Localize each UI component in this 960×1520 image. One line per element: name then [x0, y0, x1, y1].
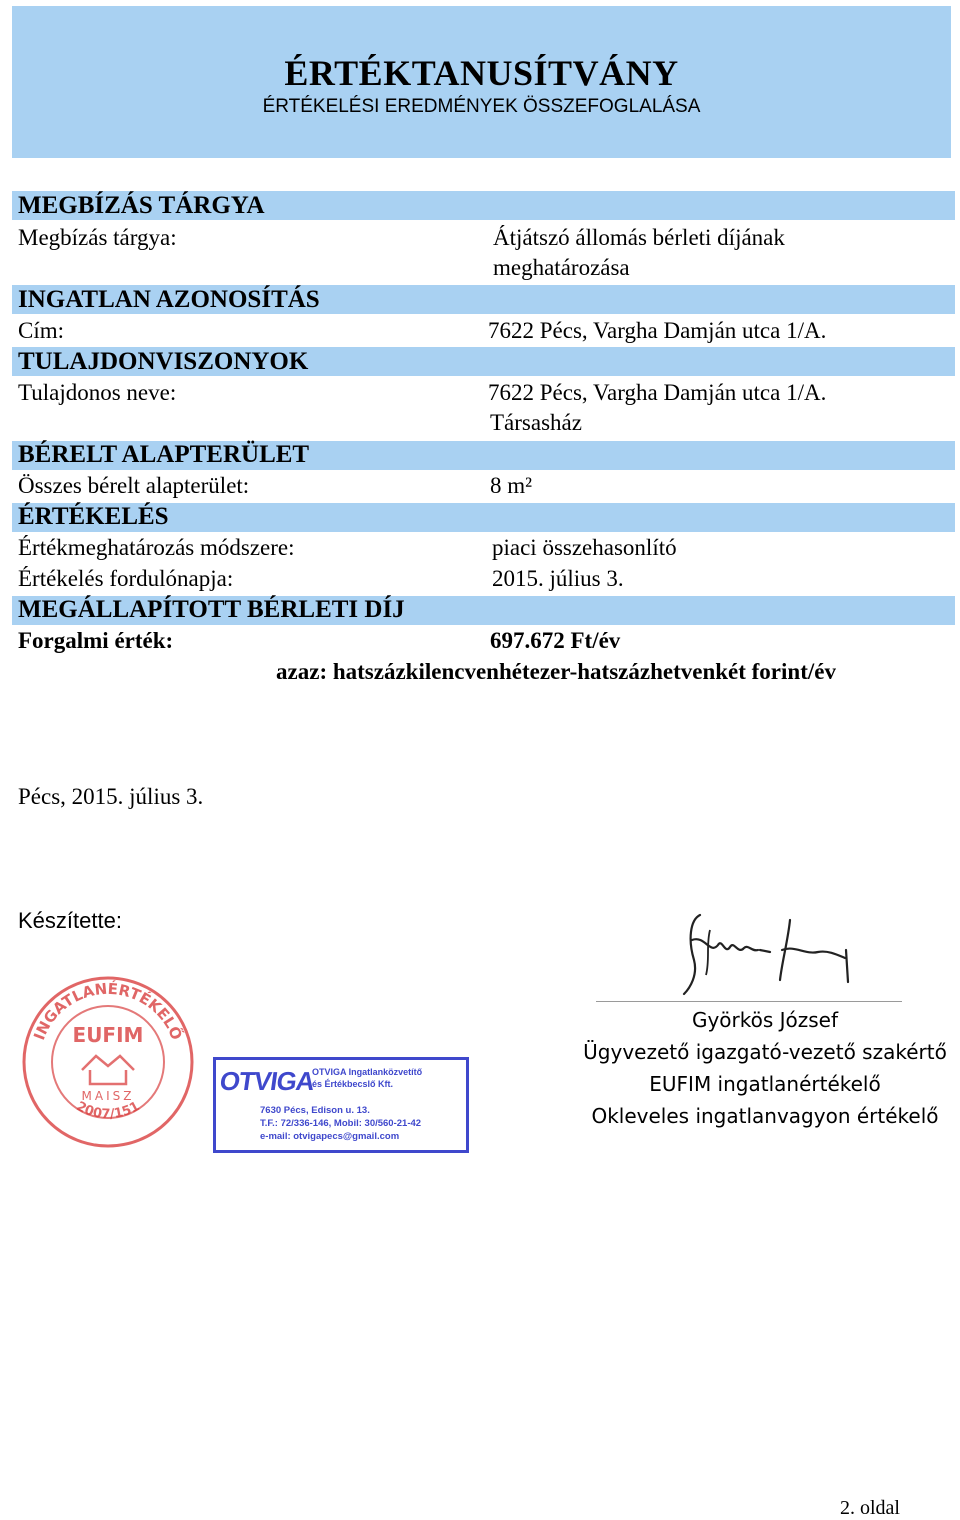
company-stamp-line5: e-mail: otvigapecs@gmail.com [260, 1131, 400, 1142]
company-stamp-line3: 7630 Pécs, Edison u. 13. [260, 1105, 370, 1116]
ingatlan-value: 7622 Pécs, Vargha Damján utca 1/A. [488, 318, 827, 343]
round-seal-top-text: INGATLANÉRTÉKELŐ [30, 979, 186, 1043]
signer-title1: Ügyvezető igazgató-vezető szakértő [583, 1040, 947, 1064]
tulajdon-value-line1: 7622 Pécs, Vargha Damján utca 1/A. [488, 380, 827, 405]
alapterulet-label: Összes bérelt alapterület: [18, 473, 250, 498]
section-heading-megbizas: MEGBÍZÁS TÁRGYA [18, 192, 265, 219]
section-heading-ingatlan: INGATLAN AZONOSÍTÁS [18, 286, 320, 313]
signer-title3: Okleveles ingatlanvagyon értékelő [591, 1104, 939, 1128]
round-seal-brand: EUFIM [72, 1023, 144, 1047]
megbizas-value-line1: Átjátszó állomás bérleti díjának [493, 225, 785, 250]
section-heading-tulajdon: TULAJDONVISZONYOK [18, 348, 309, 375]
company-stamp-line4: T.F.: 72/336-146, Mobil: 30/560-21-42 [260, 1118, 422, 1129]
company-stamp-line2: és Értékbecslő Kft. [312, 1079, 394, 1089]
signer-title2: EUFIM ingatlanértékelő [649, 1072, 881, 1096]
place-date: Pécs, 2015. július 3. [18, 784, 204, 809]
tulajdon-label: Tulajdonos neve: [18, 380, 177, 405]
section-heading-berleti-dij: MEGÁLLAPÍTOTT BÉRLETI DÍJ [18, 596, 405, 623]
signature-line [596, 1001, 902, 1002]
signer-name: Györkös József [691, 1008, 839, 1032]
round-seal-sub: MAISZ [81, 1089, 135, 1103]
page-number: 2. oldal [840, 1497, 900, 1519]
ingatlan-label: Cím: [18, 318, 65, 343]
document-subtitle: ÉRTÉKELÉSI EREDMÉNYEK ÖSSZEFOGLALÁSA [262, 96, 701, 117]
prepared-by-label: Készítette: [18, 908, 122, 933]
forgalmi-ertek-label: Forgalmi érték: [18, 628, 174, 653]
ertekeles-method-label: Értékmeghatározás módszere: [18, 535, 295, 560]
title-box [12, 6, 951, 158]
tulajdon-value-line2: Társasház [490, 410, 582, 435]
alapterulet-value: 8 m² [490, 473, 533, 498]
forgalmi-ertek-value: 697.672 Ft/év [490, 628, 621, 653]
handwritten-signature [670, 900, 860, 1000]
forgalmi-ertek-in-words: azaz: hatszázkilencvenhétezer-hatszázhetvenkét forint/év [276, 659, 836, 684]
section-heading-ertekeles: ÉRTÉKELÉS [18, 503, 169, 530]
company-stamp-text-top [312, 1066, 422, 1090]
company-stamp-line1: OTVIGA Ingatlanközvetítő [312, 1067, 423, 1077]
ertekeles-date-value: 2015. július 3. [492, 566, 624, 591]
company-stamp-logo: OTVIGA [217, 1066, 316, 1096]
section-heading-alapterulet: BÉRELT ALAPTERÜLET [18, 441, 310, 468]
megbizas-value-line2: meghatározása [493, 255, 630, 280]
company-stamp-text-bottom [260, 1104, 421, 1143]
round-seal [18, 972, 198, 1152]
document-title: ÉRTÉKTANUSÍTVÁNY [284, 53, 679, 93]
company-stamp [213, 1057, 469, 1153]
ertekeles-method-value: piaci összehasonlító [492, 535, 677, 560]
megbizas-label: Megbízás tárgya: [18, 225, 177, 250]
ertekeles-date-label: Értékelés fordulónapja: [18, 566, 234, 591]
round-seal-bottom-text: 2007/151 [73, 1099, 143, 1123]
